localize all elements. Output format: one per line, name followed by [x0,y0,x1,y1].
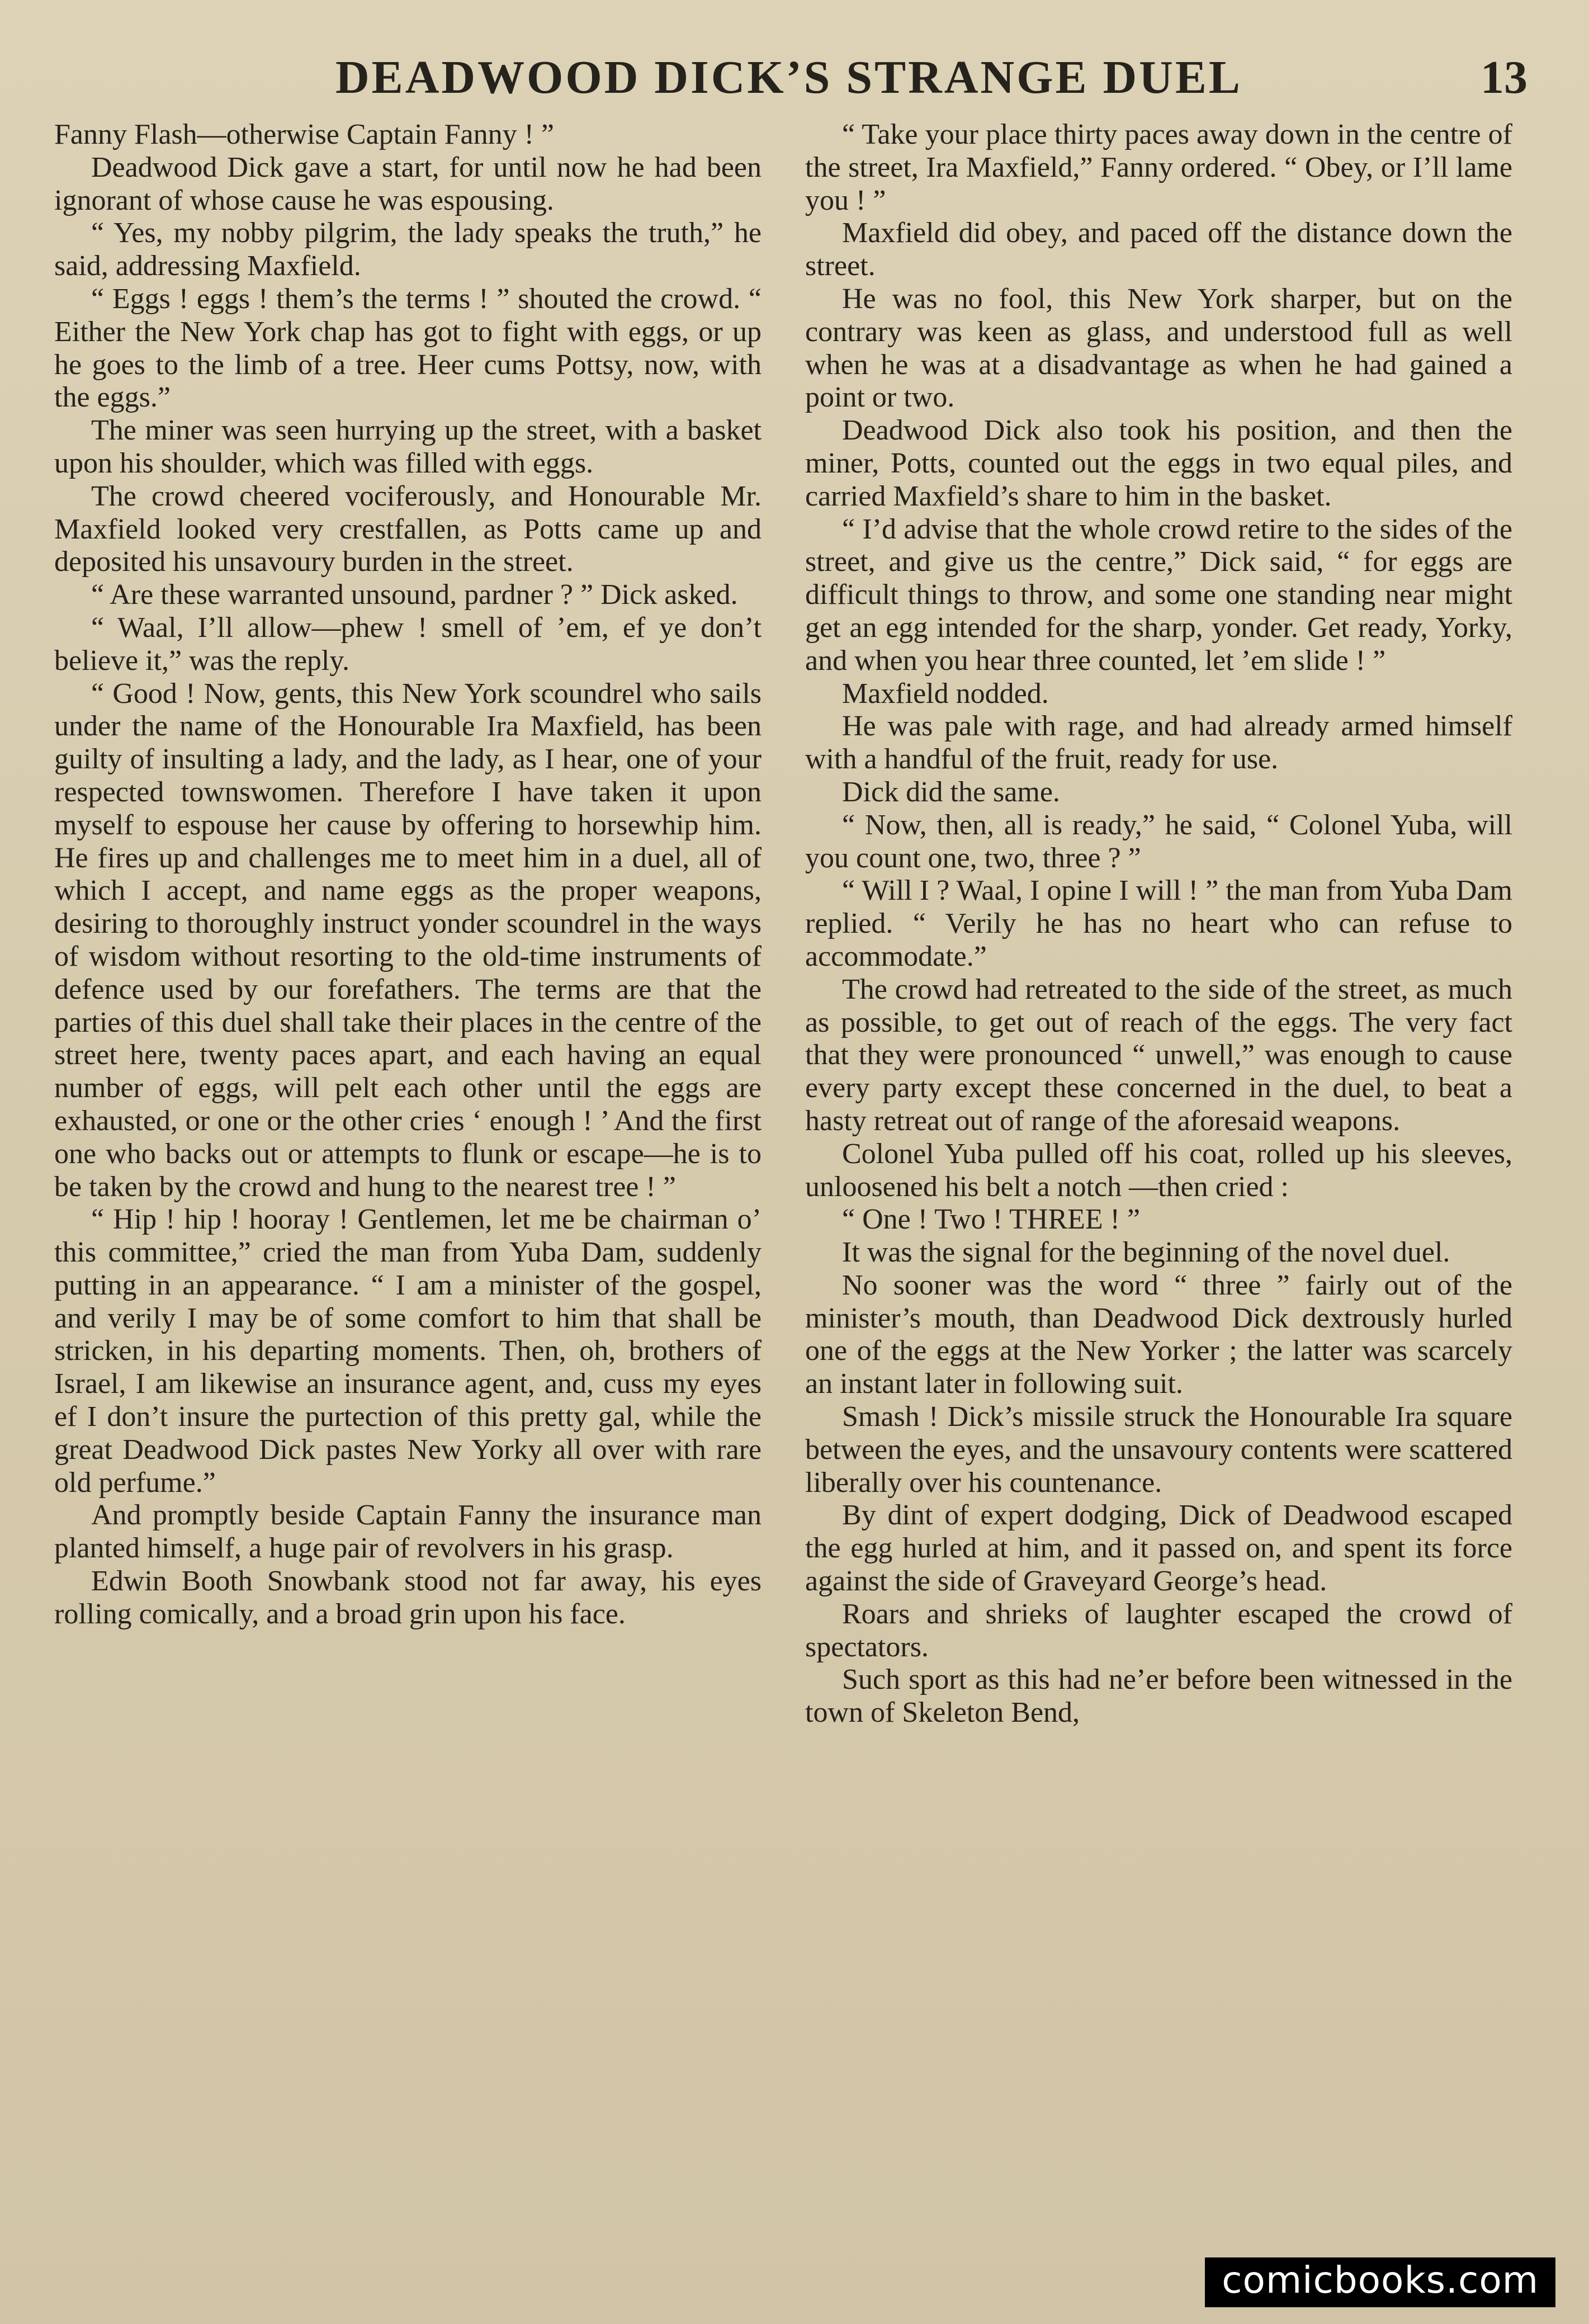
page-number: 13 [1481,51,1527,103]
paragraph: He was no fool, this New York sharper, but on the contrary was keen as glass, and understood full as well when he was at a disadvantage as when he had gained a point or two. [805,282,1512,414]
paragraph: “ Yes, my nobby pilgrim, the lady speaks the truth,” he said, addressing Maxfield. [54,217,762,282]
paragraph: Edwin Booth Snowbank stood not far away, his eyes rolling comically, and a broad grin upon his face. [54,1565,762,1630]
paragraph: He was pale with rage, and had already armed himself with a handful of the fruit, ready for use. [805,710,1512,776]
paragraph: No sooner was the word “ three ” fairly out of the minister’s mouth, than Deadwood Dick dextrously hurled one of the eggs at the New Yorker ; the latter was scarcely an instant later in following suit. [805,1269,1512,1400]
paragraph: Such sport as this had ne’er before been witnessed in the town of Skeleton Bend, [805,1664,1512,1729]
source-watermark: comicbooks.com [1205,2257,1555,2307]
paragraph: Deadwood Dick gave a start, for until now he had been ignorant of whose cause he was espousing. [54,151,762,216]
paragraph: “ Eggs ! eggs ! them’s the terms ! ” shouted the crowd. “ Either the New York chap has got to fight with eggs, or up he goes to the limb of a tree. Heer cums Pottsy, now, with the eggs.” [54,282,762,414]
left-column [54,119,762,1631]
paragraph: Smash ! Dick’s missile struck the Honourable Ira square between the eyes, and the unsavoury contents were scattered liberally over his countenance. [805,1401,1512,1499]
paragraph: “ I’d advise that the whole crowd retire to the sides of the street, and give us the centre,” Dick said, “ for eggs are difficult things to throw, and some one standing near might get an egg intended for the sharp, yonder. Get ready, Yorky, and when you hear three counted, let ’em slide ! ” [805,513,1512,677]
paragraph: Deadwood Dick also took his position, and then the miner, Potts, counted out the eggs in two equal piles, and carried Maxfield’s share to him in the basket. [805,414,1512,512]
paragraph: “ Will I ? Waal, I opine I will ! ” the man from Yuba Dam replied. “ Verily he has no heart who can refuse to accommodate.” [805,875,1512,972]
paragraph: “ Hip ! hip ! hooray ! Gentlemen, let me be chairman o’ this committee,” cried the man from Yuba Dam, suddenly putting in an appearance. “ I am a minister of the gospel, and verily I may be of some comfort to him that shall be stricken, in his departing moments. Then, oh, brothers of Israel, I am likewise an insurance agent, and, cuss my eyes ef I don’t insure the purtection of this pretty gal, while the great Deadwood Dick pastes New Yorky all over with rare old perfume.” [54,1203,762,1499]
paragraph: Fanny Flash—otherwise Captain Fanny ! ” [54,119,554,150]
paragraph: The crowd had retreated to the side of the street, as much as possible, to get out of reach of the eggs. The very fact that they were pronounced “ unwell,” was enough to cause every party except these concerned in the duel, to beat a hasty retreat out of range of the aforesaid weapons. [805,973,1512,1137]
paragraph: Roars and shrieks of laughter escaped the crowd of spectators. [805,1598,1512,1663]
paragraph: “ Now, then, all is ready,” he said, “ Colonel Yuba, will you count one, two, three ? ” [805,809,1512,874]
paragraph: “ One ! Two ! THREE ! ” [842,1203,1141,1236]
paragraph: By dint of expert dodging, Dick of Deadwood escaped the egg hurled at him, and it passed on, and spent its force against the side of Graveyard George’s head. [805,1499,1512,1598]
paragraph: “ Waal, I’ll allow—phew ! smell of ’em, ef ye don’t believe it,” was the reply. [54,611,762,677]
paragraph: The miner was seen hurrying up the street, with a basket upon his shoulder, which was filled with eggs. [54,414,762,479]
paragraph: Maxfield did obey, and paced off the distance down the street. [805,217,1512,282]
paragraph: Dick did the same. [842,776,1060,808]
paragraph: Maxfield nodded. [842,677,1049,710]
page-header [50,50,1544,117]
paragraph: “ Are these warranted unsound, pardner ? ” Dick asked. [91,579,738,611]
paragraph: Colonel Yuba pulled off his coat, rolled up his sleeves, unloosened his belt a notch —then cried : [805,1137,1512,1203]
right-column [805,119,1512,1730]
paragraph: The crowd cheered vociferously, and Honourable Mr. Maxfield looked very crestfallen, as Potts came up and deposited his unsavoury burden in the street. [54,480,762,578]
paragraph: It was the signal for the beginning of the novel duel. [842,1236,1450,1269]
paragraph: And promptly beside Captain Fanny the insurance man planted himself, a huge pair of revolvers in his grasp. [54,1499,762,1565]
paragraph: “ Take your place thirty paces away down in the centre of the street, Ira Maxfield,” Fanny ordered. “ Obey, or I’ll lame you ! ” [805,119,1512,216]
paragraph: “ Good ! Now, gents, this New York scoundrel who sails under the name of the Honourable Ira Maxfield, has been guilty of insulting a lady, and the lady, as I hear, one of your respected townswomen. Therefore I have taken it upon myself to espouse her cause by offering to horsewhip him. He fires up and challenges me to meet him in a duel, all of which I accept, and name eggs as the proper weapons, desiring to thoroughly instruct yonder scoundrel in the ways of wisdom without resorting to the old-time instruments of defence used by our forefathers. The terms are that the parties of this duel shall take their places in the centre of the street here, twenty paces apart, and each having an equal number of eggs, will pelt each other until the eggs are exhausted, or one or the other cries ‘ enough ! ’ And the first one who backs out or attempts to flunk or escape—he is to be taken by the crowd and hung to the nearest tree ! ” [54,677,762,1203]
running-title: DEADWOOD DICK’S STRANGE DUEL [335,51,1242,103]
